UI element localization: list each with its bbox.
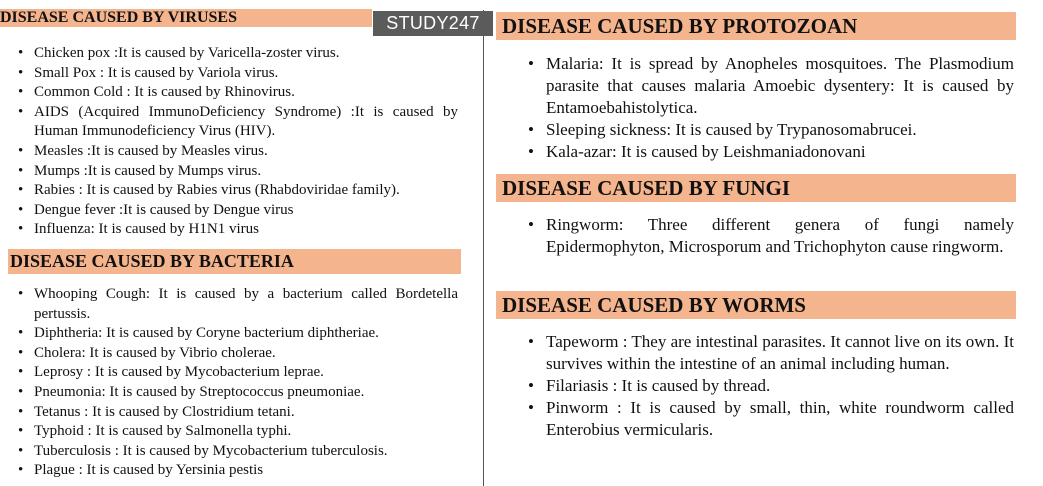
list-item: • Kala-azar: It is caused by Leishmaniadonovani <box>546 141 1014 163</box>
list-item: • Leprosy : It is caused by Mycobacterium leprae. <box>18 363 458 383</box>
list-item: • Sleeping sickness: It is caused by Trypanosomabrucei. <box>546 119 1014 141</box>
list-item: • Cholera: It is caused by Vibrio cholerae. <box>18 344 458 364</box>
list-item: • Dengue fever :It is caused by Dengue virus <box>18 201 458 221</box>
worms-list <box>546 331 1014 441</box>
list-item: • Malaria: It is spread by Anopheles mosquitoes. The Plasmodium parasite that causes malaria Amoebic dysentery: It is caused by Entamoebahistolytica. <box>546 53 1014 119</box>
list-item: • Measles :It is caused by Measles virus. <box>18 142 458 162</box>
list-item: • Whooping Cough: It is caused by a bacterium called Bordetella pertussis. <box>18 285 458 324</box>
list-item: • Ringworm: Three different genera of fungi namely Epidermophyton, Microsporum and Trichophyton cause ringworm. <box>546 214 1014 258</box>
bacteria-heading: DISEASE CAUSED BY BACTERIA <box>8 249 461 274</box>
viruses-heading: DISEASE CAUSED BY VIRUSES <box>0 9 372 27</box>
list-item: • Tapeworm : They are intestinal parasites. It cannot live on its own. It survives within the intestine of an animal including human. <box>546 331 1014 375</box>
viruses-list <box>34 44 458 240</box>
list-item: • AIDS (Acquired ImmunoDeficiency Syndrome) :It is caused by Human Immunodeficiency Virus (HIV). <box>18 103 458 142</box>
protozoan-heading: DISEASE CAUSED BY PROTOZOAN <box>496 12 1016 40</box>
study247-watermark: STUDY247 <box>373 11 493 36</box>
list-item: • Pinworm : It is caused by small, thin, white roundworm called Enterobius vermicularis. <box>546 397 1014 441</box>
column-divider <box>483 10 484 486</box>
list-item: • Chicken pox :It is caused by Varicella-zoster virus. <box>18 44 458 64</box>
list-item: • Common Cold : It is caused by Rhinovirus. <box>18 83 458 103</box>
list-item: • Small Pox : It is caused by Variola virus. <box>18 64 458 84</box>
list-item: • Plague : It is caused by Yersinia pestis <box>18 461 458 481</box>
list-item: • Influenza: It is caused by H1N1 virus <box>18 220 458 240</box>
bacteria-list <box>34 285 458 481</box>
list-item: • Tuberculosis : It is caused by Mycobacterium tuberculosis. <box>18 442 458 462</box>
list-item: • Filariasis : It is caused by thread. <box>546 375 1014 397</box>
fungi-list <box>546 214 1014 258</box>
fungi-heading: DISEASE CAUSED BY FUNGI <box>496 174 1016 202</box>
list-item: • Typhoid : It is caused by Salmonella typhi. <box>18 422 458 442</box>
list-item: • Tetanus : It is caused by Clostridium tetani. <box>18 403 458 423</box>
list-item: • Diphtheria: It is caused by Coryne bacterium diphtheriae. <box>18 324 458 344</box>
worms-heading: DISEASE CAUSED BY WORMS <box>496 291 1016 319</box>
list-item: • Pneumonia: It is caused by Streptococcus pneumoniae. <box>18 383 458 403</box>
list-item: • Rabies : It is caused by Rabies virus (Rhabdoviridae family). <box>18 181 458 201</box>
list-item: • Mumps :It is caused by Mumps virus. <box>18 162 458 182</box>
protozoan-list <box>546 53 1014 163</box>
